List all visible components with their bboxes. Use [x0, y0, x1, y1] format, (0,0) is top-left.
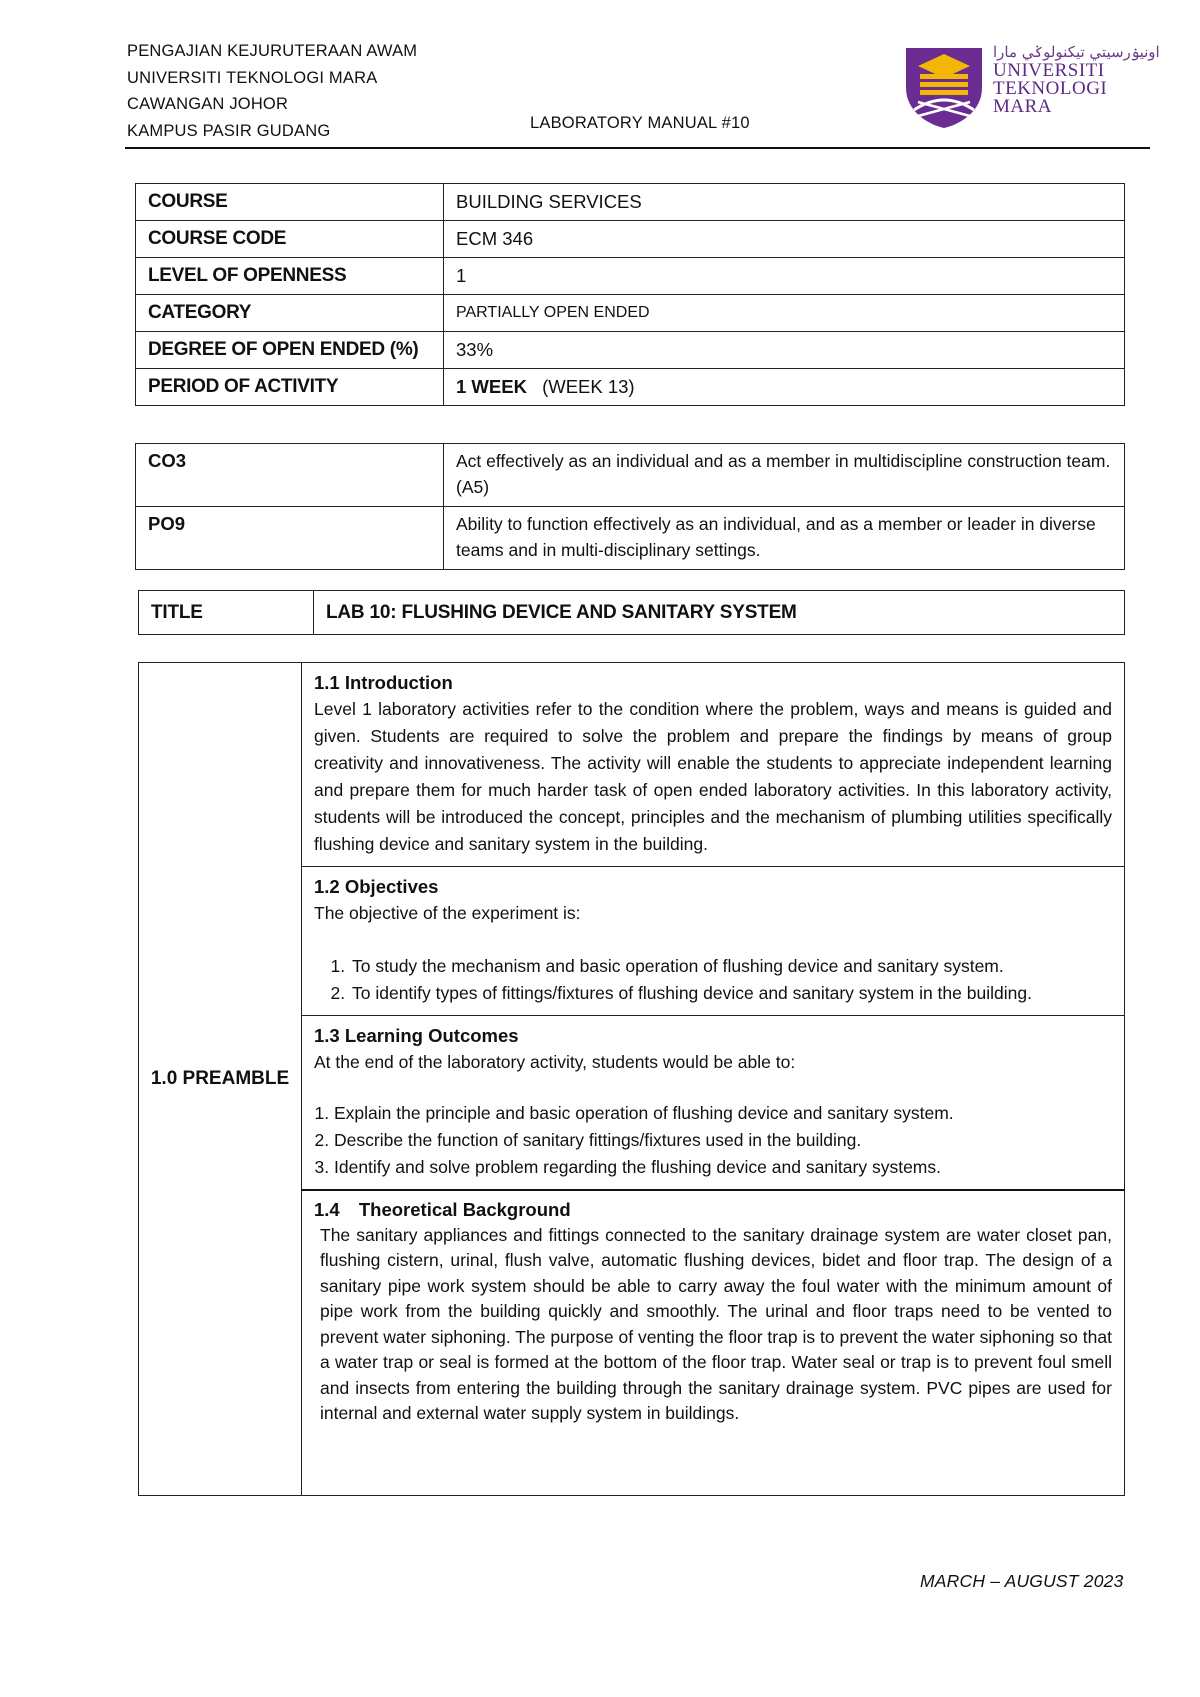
header-line-branch: CAWANGAN JOHOR	[127, 95, 289, 113]
title-table	[138, 590, 1125, 635]
objectives-section	[302, 867, 1125, 1016]
lab-title: LAB 10: FLUSHING DEVICE AND SANITARY SYSTEM	[314, 591, 1125, 635]
header-address	[127, 38, 417, 144]
category-value: PARTIALLY OPEN ENDED	[444, 295, 1125, 332]
table-row	[136, 295, 1125, 332]
theoretical-background-section	[302, 1190, 1125, 1496]
table-row	[136, 369, 1125, 406]
introduction-section	[302, 663, 1125, 867]
introduction-heading: 1.1 Introduction	[314, 672, 453, 693]
period-week: (WEEK 13)	[542, 376, 635, 397]
table-row	[139, 663, 1125, 867]
preamble-table	[138, 662, 1125, 1496]
learning-outcomes-section	[302, 1016, 1125, 1191]
course-code-value: ECM 346	[444, 221, 1125, 258]
list-item: 2. To identify types of fittings/fixtures of flushing device and sanitary system in the building.	[350, 980, 1112, 1007]
uitm-logo-text	[993, 42, 1160, 117]
learning-outcomes-heading: 1.3 Learning Outcomes	[314, 1025, 519, 1046]
period-of-activity-value	[444, 369, 1125, 406]
level-of-openness-label: LEVEL OF OPENNESS	[136, 258, 444, 295]
preamble-label: 1.0 PREAMBLE	[139, 663, 302, 1496]
table-row	[136, 221, 1125, 258]
po9-label: PO9	[136, 507, 444, 570]
introduction-text: Level 1 laboratory activities refer to the condition where the problem, ways and means is guided and given. Students are required to solve the problem and prepare the findings by means of group creativity and innovativeness. The activity will enable the students to appreciate independent learning and prepare them for much harder task of open ended laboratory activities. In this laboratory activity, students will be introduced the concept, principles and the mechanism of plumbing utilities specifically flushing device and sanitary system in the building.	[314, 699, 1112, 854]
learning-outcomes-list	[314, 1100, 1112, 1181]
logo-name-line-2: TEKNOLOGI	[993, 78, 1108, 99]
list-item: 3. Identify and solve problem regarding the flushing device and sanitary systems.	[334, 1154, 1112, 1181]
co3-label: CO3	[136, 444, 444, 507]
table-row	[136, 184, 1125, 221]
course-info-table	[135, 183, 1125, 406]
learning-outcomes-intro: At the end of the laboratory activity, students would be able to:	[314, 1052, 796, 1072]
header-line-campus: KAMPUS PASIR GUDANG	[127, 121, 331, 140]
course-value: BUILDING SERVICES	[444, 184, 1125, 221]
period-duration: 1 WEEK	[456, 376, 527, 397]
logo-jawi-text: اونيۏرسيتي تيكنولوݢي مارا	[993, 43, 1160, 61]
table-row	[139, 591, 1125, 635]
footer-period: MARCH – AUGUST 2023	[920, 1571, 1124, 1591]
uitm-crest-icon	[900, 44, 988, 130]
header-line-faculty: PENGAJIAN KEJURUTERAAN AWAM	[127, 42, 418, 60]
header-divider	[125, 147, 1150, 149]
course-code-label: COURSE CODE	[136, 221, 444, 258]
table-row	[136, 444, 1125, 507]
course-label: COURSE	[136, 184, 444, 221]
theoretical-background-heading	[314, 1197, 1112, 1223]
po9-text: Ability to function effectively as an individual, and as a member or leader in diverse teams and in multi-disciplinary settings.	[444, 507, 1125, 570]
list-item: 1. To study the mechanism and basic operation of flushing device and sanitary system.	[350, 953, 1112, 980]
theoretical-background-text: The sanitary appliances and fittings connected to the sanitary drainage system are water closet pan, flushing cistern, urinal, flush valve, automatic flushing devices, bidet and floor trap. The design of a sanitary pipe work system should be able to carry away the foul water with the minimum amount of pipe work from the building quickly and smoothly. The urinal and floor traps need to be vented to prevent water siphoning. The purpose of venting the floor trap is to prevent the water siphoning so that a water trap or seal is formed at the bottom of the floor trap. Water seal or trap is to prevent foul smell and insects from entering the building through the sanitary drainage system. PVC pipes are used for internal and external water supply system in buildings.	[320, 1224, 1112, 1423]
degree-open-ended-value: 33%	[444, 332, 1125, 369]
objectives-list	[314, 953, 1112, 1007]
uitm-logo	[900, 42, 1160, 132]
manual-title: LABORATORY MANUAL #10	[530, 114, 750, 132]
degree-open-ended-label: DEGREE OF OPEN ENDED (%)	[136, 332, 444, 369]
header-line-university: UNIVERSITI TEKNOLOGI MARA	[127, 68, 378, 87]
logo-name-line-3: MARA	[993, 96, 1053, 117]
category-label: CATEGORY	[136, 295, 444, 332]
theoretical-background-number: 1.4	[314, 1199, 340, 1220]
level-of-openness-value: 1	[444, 258, 1125, 295]
objectives-intro: The objective of the experiment is:	[314, 903, 581, 923]
table-row	[136, 507, 1125, 570]
logo-name-line-1: UNIVERSITI	[993, 60, 1105, 81]
table-row	[136, 332, 1125, 369]
co3-text: Act effectively as an individual and as a member in multidiscipline construction team. (A5)	[444, 444, 1125, 507]
table-row	[136, 258, 1125, 295]
title-label: TITLE	[139, 591, 314, 635]
list-item: 2. Describe the function of sanitary fittings/fixtures used in the building.	[334, 1127, 1112, 1154]
objectives-heading: 1.2 Objectives	[314, 876, 439, 897]
theoretical-background-title: Theoretical Background	[358, 1199, 571, 1220]
list-item: 1. Explain the principle and basic operation of flushing device and sanitary system.	[334, 1100, 1112, 1127]
outcome-mapping-table	[135, 443, 1125, 570]
period-of-activity-label: PERIOD OF ACTIVITY	[136, 369, 444, 406]
